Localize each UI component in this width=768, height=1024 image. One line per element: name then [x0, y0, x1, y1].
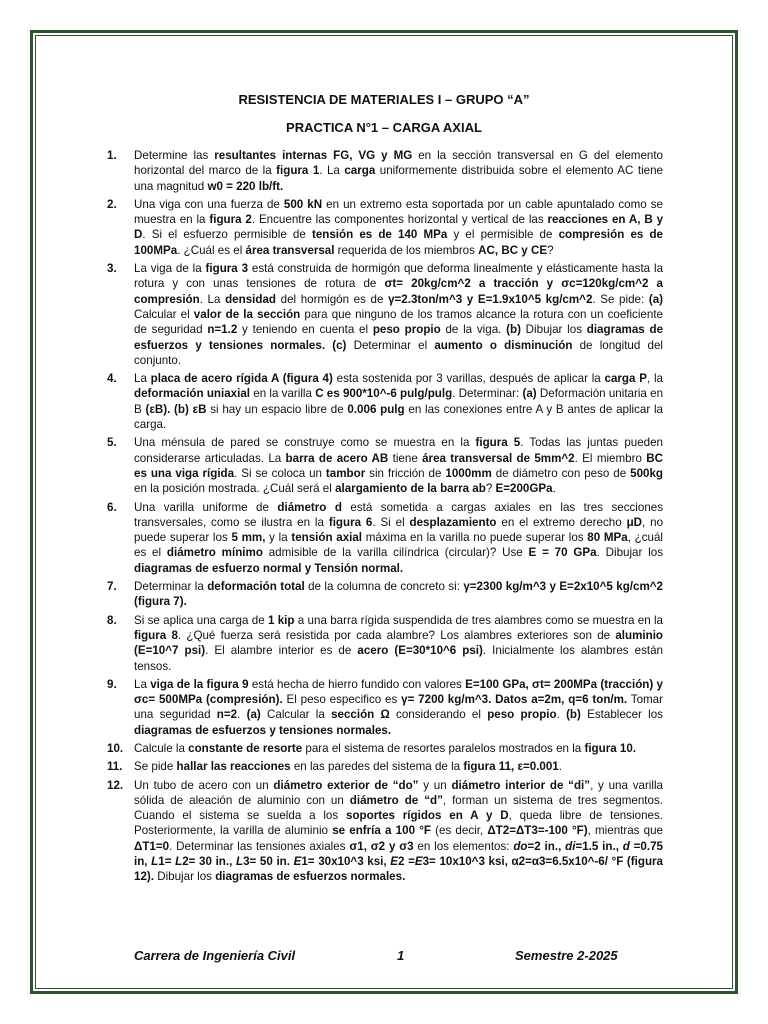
problem-text: Una viga con una fuerza de 500 kN en un extremo esta soportada por un cable apuntalado como se muestra en la figura 2. Encuentre las componentes horizontal y vertical de las reacciones en A, B y D. Si el esfuerzo permisible de tensión es de 140 MPa y el permisible de compresión es de 100MPa. ¿Cuál es el área transversal requerida de los miembros AC, BC y CE? [134, 197, 664, 257]
document-title: RESISTENCIA DE MATERIALES I – GRUPO “A” [238, 92, 530, 107]
problem-number: 9. [107, 677, 117, 691]
problem-item [103, 197, 663, 258]
problem-item [103, 261, 663, 368]
problem-text: Un tubo de acero con un diámetro exterior de “do” y un diámetro interior de “di”, y una varilla sólida de aleación de aluminio con un diámetro de “d”, forman un sistema de tres segmentos. Cuando el sistema se suelda a los soportes rígidos en A y D, queda libre de tensiones. Posteriormente, la varilla de aluminio se enfría a 100 °F (es decir, ΔT2=ΔT3=-100 °F), mientras que ΔT1=0. Determinar las tensiones axiales σ1, σ2 y σ3 en los elementos: do=2 in., di=1.5 in., d =0.75 in, L1= L2= 30 in., L3= 50 in. E1= 30x10^3 ksi, E2 =E3= 10x10^3 ksi, α2=α3=6.5x10^-6/ °F (figura 12). Dibujar los diagramas de esfuerzos normales. [134, 778, 664, 884]
problem-text: Una varilla uniforme de diámetro d está sometida a cargas axiales en las tres secciones transversales, como se ilustra en la figura 6. Si el desplazamiento en el extremo derecho μD, no puede superar los 5 mm, y la tensión axial máxima en la varilla no puede superar los 80 MPa, ¿cuál es el diámetro mínimo admisible de la varilla cilíndrica (circular)? Use E = 70 GPa. Dibujar los diagramas de esfuerzo normal y Tensión normal. [134, 500, 664, 575]
problem-text: Una ménsula de pared se construye como se muestra en la figura 5. Todas las juntas pueden considerarse articuladas. La barra de acero AB tiene área transversal de 5mm^2. El miembro BC es una viga rígida. Si se coloca un tambor sin fricción de 1000mm de diámetro con peso de 500kg en la posición mostrada. ¿Cuál será el alargamiento de la barra ab? E=200GPa. [134, 436, 664, 496]
problem-item [103, 677, 663, 738]
problem-text: Determine las resultantes internas FG, VG y MG en la sección transversal en G del elemento horizontal del marco de la figura 1. La carga uniformemente distribuida sobre el elemento AC tiene una magnitud w0 = 220 lb/ft. [134, 149, 664, 193]
problem-number: 5. [107, 436, 117, 450]
footer-semester: Semestre 2-2025 [515, 948, 618, 963]
problem-number: 7. [107, 580, 117, 594]
problem-item [103, 435, 663, 496]
problem-number: 3. [107, 262, 117, 276]
problem-item [103, 371, 663, 432]
problem-item [103, 759, 663, 774]
problem-text: Calcule la constante de resorte para el sistema de resortes paralelos mostrados en la figura 10. [134, 741, 636, 755]
problem-item [103, 741, 663, 756]
problem-number: 12. [107, 778, 124, 792]
problem-item [103, 778, 663, 885]
problem-text: Se pide hallar las reacciones en las paredes del sistema de la figura 11, ε=0.001. [134, 760, 562, 774]
problem-item [103, 613, 663, 674]
problem-item [103, 579, 663, 610]
problem-number: 6. [107, 500, 117, 514]
problem-list [103, 148, 663, 888]
problem-item [103, 500, 663, 576]
problem-text: La viga de la figura 3 está construida de hormigón que deforma linealmente y elásticamente hasta la rotura y con unas tensiones de rotura de σt= 20kg/cm^2 a tracción y σc=120kg/cm^2 a compresión. La densidad del hormigón es de γ=2.3ton/m^3 y E=1.9x10^5 kg/cm^2. Se pide: (a) Calcular el valor de la sección para que ninguno de los tramos alcance la rotura con un coeficiente de seguridad n=1.2 y teniendo en cuenta el peso propio de la viga. (b) Dibujar los diagramas de esfuerzos y tensiones normales. (c) Determinar el aumento o disminución de longitud del conjunto. [134, 262, 664, 367]
footer-page-number: 1 [397, 948, 405, 963]
problem-number: 10. [107, 741, 124, 755]
problem-number: 2. [107, 197, 117, 211]
problem-text: La placa de acero rígida A (figura 4) esta sostenida por 3 varillas, después de aplicar la carga P, la deformación uniaxial en la varilla C es 900*10^-6 pulg/pulg. Determinar: (a) Deformación unitaria en B (εB). (b) εB si hay un espacio libre de 0.006 pulg en las conexiones entre A y B antes de aplicar la carga. [134, 372, 664, 432]
problem-number: 1. [107, 149, 117, 162]
footer-career: Carrera de Ingeniería Civil [134, 948, 296, 963]
problem-number: 4. [107, 372, 117, 386]
document-subtitle: PRACTICA N°1 – CARGA AXIAL [286, 120, 482, 135]
problem-text: Si se aplica una carga de 1 kip a una barra rígida suspendida de tres alambres como se muestra en la figura 8. ¿Qué fuerza será resistida por cada alambre? Los alambres exteriores son de aluminio (E=10^7 psi). El alambre interior es de acero (E=30*10^6 psi). Inicialmente los alambres están tensos. [134, 613, 664, 673]
problem-number: 11. [107, 760, 123, 774]
problem-item [103, 148, 663, 194]
problem-text: Determinar la deformación total de la columna de concreto si: γ=2300 kg/m^3 y E=2x10^5 kg/cm^2 (figura 7). [134, 580, 663, 609]
problem-text: La viga de la figura 9 está hecha de hierro fundido con valores E=100 GPa, σt= 200MPa (tracción) y σc= 500MPa (compresión). El peso especifico es γ= 7200 kg/m^3. Datos a=2m, q=6 ton/m. Tomar una seguridad n=2. (a) Calcular la sección Ω considerando el peso propio. (b) Establecer los diagramas de esfuerzos y tensiones normales. [134, 677, 663, 737]
problem-number: 8. [107, 613, 117, 627]
